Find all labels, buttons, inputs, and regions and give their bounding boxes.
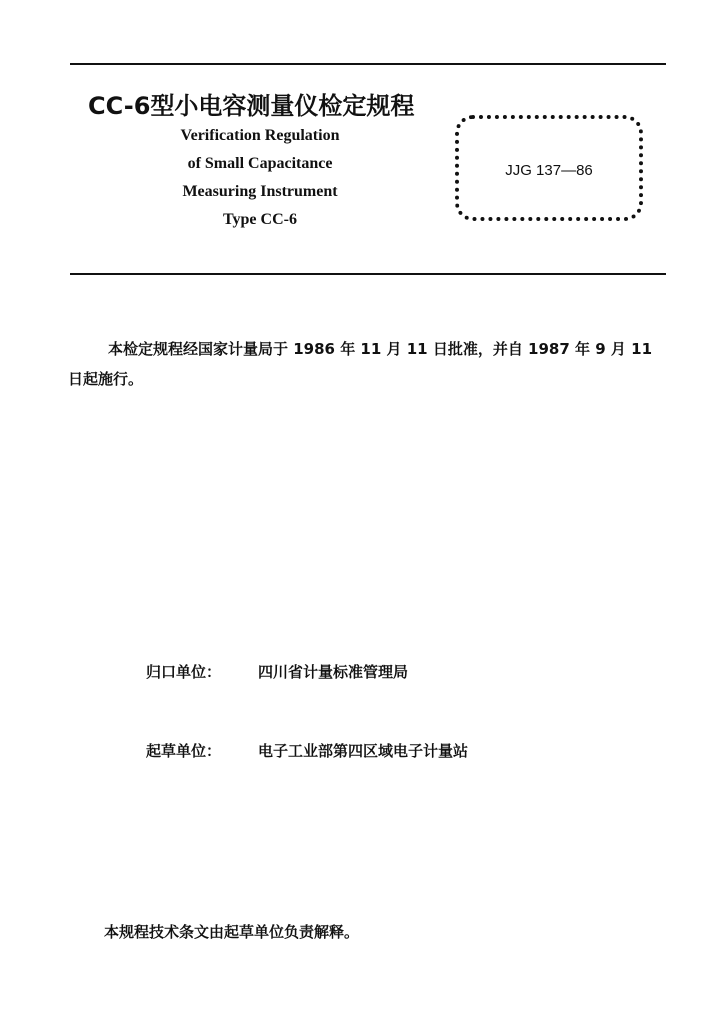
drafting-unit-label: 起草单位： <box>146 742 222 760</box>
regulation-code-box <box>455 115 643 221</box>
title-english-line-3: Measuring Instrument <box>182 183 338 200</box>
approval-paragraph: 本检定规程经国家计量局于 1986 年 11 月 11 日批准，并自 1987 年 9 月 11 日起施行。 <box>68 340 653 388</box>
top-rule <box>70 63 666 65</box>
regulation-code: JJG 137—86 <box>505 162 593 179</box>
responsible-unit-label: 归口单位： <box>146 663 222 681</box>
drafting-unit-value: 电子工业部第四区域电子计量站 <box>258 742 469 760</box>
title-english-line-1: Verification Regulation <box>180 127 340 144</box>
bottom-rule <box>70 273 666 275</box>
title-english <box>130 122 390 234</box>
drafting-unit <box>146 740 468 761</box>
title-english-line-2: of Small Capacitance <box>187 155 333 172</box>
interpretation-note: 本规程技术条文由起草单位负责解释。 <box>104 923 360 941</box>
title-english-line-4: Type CC-6 <box>223 211 297 228</box>
responsible-unit <box>146 661 408 682</box>
title-chinese: CC-6型小电容测量仪检定规程 <box>88 92 415 120</box>
responsible-unit-value: 四川省计量标准管理局 <box>258 663 409 681</box>
